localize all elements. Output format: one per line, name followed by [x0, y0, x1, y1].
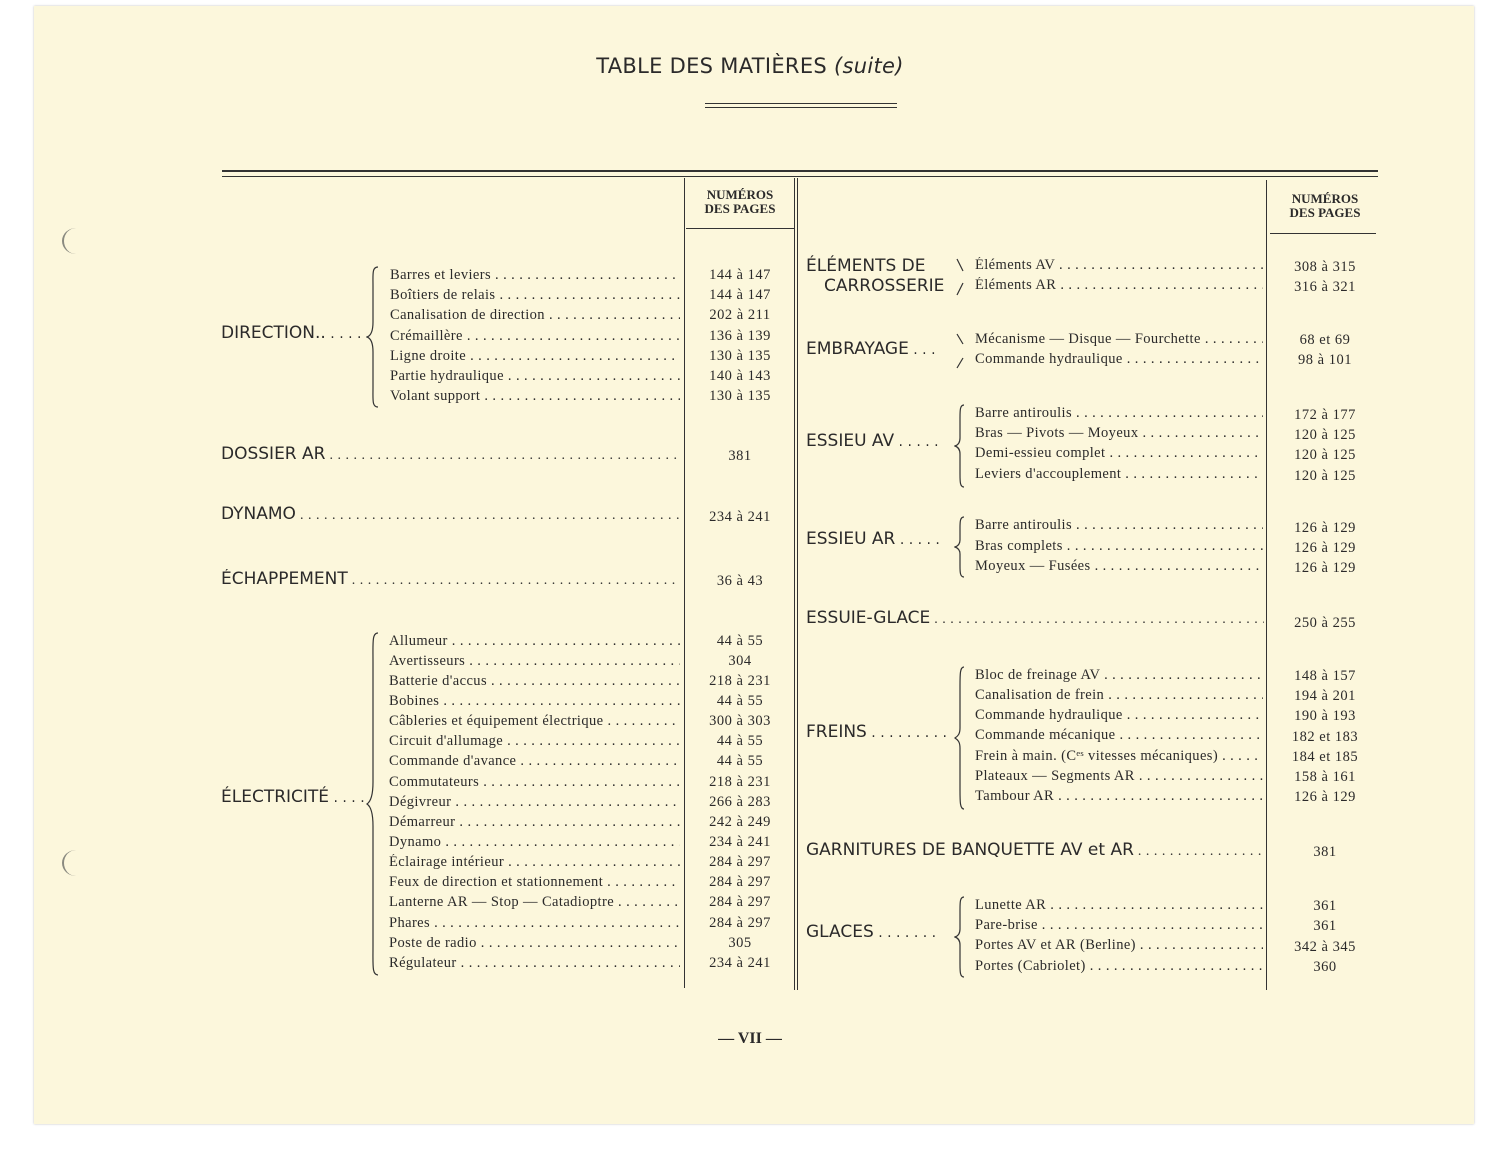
section-heading-embrayage: EMBRAYAGE . . . [806, 339, 936, 359]
heading-line: ÉLÉMENTS DE [806, 256, 926, 276]
page-number: 234 à 241 [709, 509, 771, 525]
list-item: Allumeur . . . [389, 633, 680, 653]
list-item: Régulateur . . . [389, 955, 680, 975]
page-number: 144 à 147 [709, 267, 771, 283]
heading-line: CARROSSERIE [824, 276, 945, 296]
list-item: Bras complets . . . [975, 538, 1263, 558]
column-divider [1266, 180, 1267, 990]
section-heading-direction: DIRECTION.. . . . . [221, 323, 362, 343]
section-heading-essieu-av: ESSIEU AV . . . . . [806, 431, 939, 451]
list-item: Feux de direction et stationnement . . . [389, 874, 680, 894]
list-item: Avertisseurs . . . [389, 653, 680, 673]
page-number: 218 à 231 [709, 673, 771, 689]
page-number: 284 à 297 [709, 915, 771, 931]
list-item: Portes AV et AR (Berline) . . . [975, 937, 1263, 957]
list-item: Leviers d'accouplement . . . [975, 466, 1263, 486]
header-rule [686, 228, 794, 229]
list-item: Commande d'avance . . . [389, 753, 680, 773]
page-number: 284 à 297 [709, 854, 771, 870]
heading-text: ÉLECTRICITÉ [221, 787, 330, 807]
list-item: Frein à main. (Cᵉˢ vitesses mécaniques) . . . [975, 748, 1263, 768]
list-item: Pare-brise . . . [975, 917, 1263, 937]
list-item: Commande hydraulique . . . [975, 351, 1263, 371]
section-heading-dossier: DOSSIER AR . . . [221, 444, 680, 466]
page-number: 158 à 161 [1294, 769, 1356, 785]
list-item: Barres et leviers . . . [390, 267, 680, 287]
page-number: 120 à 125 [1294, 468, 1356, 484]
list-item: Canalisation de frein . . . [975, 687, 1263, 707]
page-number: 148 à 157 [1294, 668, 1356, 684]
list-item: Portes (Cabriolet) . . . [975, 958, 1263, 978]
list-item: Canalisation de direction . . . [390, 307, 680, 327]
page-number: 184 et 185 [1291, 749, 1359, 765]
list-item: Volant support . . . [390, 388, 680, 408]
page-number: 44 à 55 [716, 753, 764, 769]
list-item: Demi-essieu complet . . . [975, 445, 1263, 465]
page-number: 68 et 69 [1299, 332, 1351, 348]
header-line: DES PAGES [704, 201, 776, 216]
page-number: 126 à 129 [1294, 789, 1356, 805]
page-number: 98 à 101 [1298, 352, 1352, 368]
list-item: Bras — Pivots — Moyeux . . . [975, 425, 1263, 445]
list-item: Commutateurs . . . [389, 774, 680, 794]
page-number: 361 [1313, 918, 1337, 934]
page-number: 130 à 135 [709, 348, 771, 364]
page-number: 130 à 135 [709, 388, 771, 404]
list-item: Partie hydraulique . . . [390, 368, 680, 388]
page-number: 250 à 255 [1294, 615, 1356, 631]
heading-text: GLACES [806, 922, 874, 942]
list-item: Boîtiers de relais . . . [390, 287, 680, 307]
punch-hole [62, 228, 90, 254]
page-number: 381 [1313, 844, 1337, 860]
page-number: 284 à 297 [709, 874, 771, 890]
list-item: Dynamo . . . [389, 834, 680, 854]
heading-text: ESSIEU AR [806, 529, 896, 549]
list-item: Démarreur . . . [389, 814, 680, 834]
list-item: Câbleries et équipement électrique . . . [389, 713, 680, 733]
list-item: Batterie d'accus . . . [389, 673, 680, 693]
list-item: Éléments AV . . . [975, 257, 1263, 277]
page-number: 304 [728, 653, 752, 669]
page-number: 194 à 201 [1294, 688, 1356, 704]
page-number: 172 à 177 [1294, 407, 1356, 423]
page-number: 36 à 43 [716, 573, 764, 589]
list-item: Crémaillère . . . [390, 328, 680, 348]
list-item: Ligne droite . . . [390, 348, 680, 368]
section-heading-freins: FREINS . . . . . . . . . [806, 722, 947, 742]
page-number: 234 à 241 [709, 955, 771, 971]
page-number: 44 à 55 [716, 633, 764, 649]
page-number: 126 à 129 [1294, 520, 1356, 536]
heading-text: ESSIEU AV [806, 431, 895, 451]
header-line: DES PAGES [1289, 205, 1361, 220]
page-number: 44 à 55 [716, 693, 764, 709]
page-number: 126 à 129 [1294, 560, 1356, 576]
page-number: 266 à 283 [709, 794, 771, 810]
page-number: 190 à 193 [1294, 708, 1356, 724]
page-number: 182 et 183 [1291, 729, 1359, 745]
title-suffix: (suite) [834, 54, 904, 78]
section-heading-garnitures: GARNITURES DE BANQUETTE AV et AR . . . [806, 840, 1264, 862]
header-rule [1270, 233, 1376, 234]
section-heading-essuie-glace: ESSUIE-GLACE . . . [806, 608, 1264, 630]
page-number: 305 [728, 935, 752, 951]
list-item: Lanterne AR — Stop — Catadioptre . . . [389, 894, 680, 914]
page-number: 308 à 315 [1294, 259, 1356, 275]
page-number: 126 à 129 [1294, 540, 1356, 556]
page-number: 120 à 125 [1294, 447, 1356, 463]
list-item: Commande hydraulique . . . [975, 707, 1263, 727]
page-number: 360 [1313, 959, 1337, 975]
column-divider [684, 178, 685, 988]
page-number: 136 à 139 [709, 328, 771, 344]
page-number: 218 à 231 [709, 774, 771, 790]
header-line: NUMÉROS [706, 187, 774, 202]
page-number: 44 à 55 [716, 733, 764, 749]
page-number: 120 à 125 [1294, 427, 1356, 443]
section-heading-carrosserie [806, 256, 944, 296]
list-item: Éclairage intérieur . . . [389, 854, 680, 874]
list-item: Éléments AR . . . [975, 277, 1263, 297]
section-heading-essieu-ar: ESSIEU AR . . . . . [806, 529, 940, 549]
page-number: 140 à 143 [709, 368, 771, 384]
page-number: 284 à 297 [709, 894, 771, 910]
list-item: Phares . . . [389, 915, 680, 935]
page-number: 144 à 147 [709, 287, 771, 303]
page-number: 202 à 211 [709, 307, 771, 323]
page-number: 342 à 345 [1294, 939, 1356, 955]
list-item: Tambour AR . . . [975, 788, 1263, 808]
section-heading-echappement: ÉCHAPPEMENT . . . [221, 569, 680, 591]
page-number: 234 à 241 [709, 834, 771, 850]
page-number-footer: — VII — [718, 1030, 782, 1047]
heading-text: DIRECTION.. [221, 323, 326, 343]
list-item: Lunette AR . . . [975, 897, 1263, 917]
title-text: TABLE DES MATIÈRES [596, 54, 828, 78]
pages-column-header [685, 188, 795, 216]
page-title [0, 54, 1500, 78]
page-number: 381 [728, 448, 752, 464]
section-heading-electricite: ÉLECTRICITÉ . . . . [221, 787, 365, 807]
page-number: 316 à 321 [1294, 279, 1356, 295]
list-item: Circuit d'allumage . . . [389, 733, 680, 753]
list-item: Barre antiroulis . . . [975, 405, 1263, 425]
header-line: NUMÉROS [1291, 191, 1359, 206]
page-number: 361 [1313, 898, 1337, 914]
table-top-rule [222, 170, 1378, 177]
column-divider [794, 178, 795, 990]
list-item: Poste de radio . . . [389, 935, 680, 955]
list-item: Commande mécanique . . . [975, 727, 1263, 747]
pages-column-header [1270, 192, 1380, 220]
list-item: Moyeux — Fusées . . . [975, 558, 1263, 578]
list-item: Bloc de freinage AV . . . [975, 667, 1263, 687]
list-item: Mécanisme — Disque — Fourchette . . . [975, 331, 1263, 351]
column-divider [797, 178, 798, 990]
heading-text: EMBRAYAGE [806, 339, 909, 359]
list-item: Dégivreur . . . [389, 794, 680, 814]
page-number: 300 à 303 [709, 713, 771, 729]
list-item: Bobines . . . [389, 693, 680, 713]
list-item: Plateaux — Segments AR . . . [975, 768, 1263, 788]
heading-text: FREINS [806, 722, 867, 742]
list-item: Barre antiroulis . . . [975, 517, 1263, 537]
section-heading-dynamo: DYNAMO . . . [221, 504, 680, 526]
section-heading-glaces: GLACES . . . . . . . [806, 922, 937, 942]
punch-hole [62, 850, 90, 876]
page-number: 242 à 249 [709, 814, 771, 830]
title-underline [705, 103, 897, 108]
